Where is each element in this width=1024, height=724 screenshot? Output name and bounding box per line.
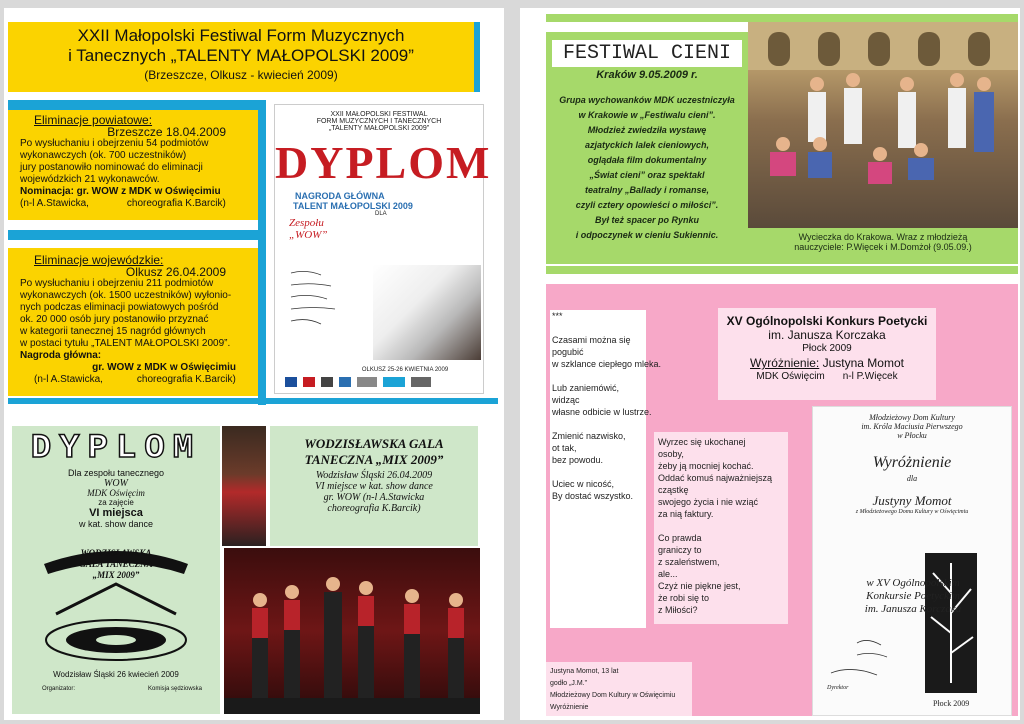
cert-inst1: Młodzieżowy Dom Kultury	[869, 413, 955, 422]
logo-badge-4	[339, 377, 351, 387]
logo-badge-1	[285, 377, 297, 387]
wojew-body-1: Po wysłuchaniu i obejrzeniu 211 podmiotów	[20, 278, 214, 289]
poem-stanza2	[552, 382, 652, 418]
cienie-body-7: teatralny „Ballady i romanse,	[584, 185, 710, 195]
poem-s2-3: własne odbicie w lustrze.	[552, 407, 652, 417]
mix-line1: VI miejsce w kat. show dance	[315, 481, 433, 492]
wojew-box	[8, 248, 258, 396]
wojew-place-date: Olkusz 26.04.2009	[125, 265, 226, 279]
konkurs-subtitle: im. Janusza Korczaka	[768, 328, 886, 342]
dyplom2-footer: Wodzisław Śląski 26 kwiecień 2009	[53, 670, 179, 679]
dyplom2-commission: Komisja sędziowska	[148, 686, 203, 692]
cienie-title: FESTIWAL CIENI	[552, 40, 742, 67]
wojew-body-2: wykonawczych (ok. 1500 uczestników) wyłonio-	[20, 290, 232, 301]
konkurs-winner: Justyna Momot	[822, 356, 904, 370]
mix-line3: choreografia K.Barcik)	[327, 503, 421, 514]
dyplom1-sponsor-logos	[285, 377, 475, 389]
powiat-nomination: Nominacja: gr. WOW z MDK w Oświęcimiu	[20, 186, 221, 197]
cienie-body-10: i odpoczynek w cieniu Sukiennic.	[575, 230, 719, 240]
dyplom2-cat: w kat. show dance	[78, 519, 154, 529]
blue-strip-vert	[258, 100, 266, 405]
wojew-title: Eliminacje wojewódzkie:	[34, 253, 164, 267]
poem-s6-1: Co prawda	[658, 533, 702, 543]
wojew-award-label: Nagroda główna:	[20, 350, 102, 361]
cienie-body	[546, 93, 748, 243]
blue-strip-1	[8, 100, 266, 110]
powiat-body-3: jury postanowiło nominować do eliminacji	[20, 162, 203, 173]
poem-s2-1: Lub zaniemówić,	[552, 383, 620, 393]
cert-in-text	[819, 577, 1007, 616]
mix-box	[270, 426, 478, 546]
poem-s1-1: Czasami można się	[552, 335, 631, 345]
poem-s6-2: graniczy to	[658, 545, 702, 555]
logo-badge-3	[321, 377, 333, 387]
dyplom2-dla: Dla zespołu tanecznego	[67, 468, 165, 478]
powiat-choreo: choreografia K.Barcik)	[126, 198, 226, 209]
right-page	[520, 8, 1020, 720]
poem-s1-2: pogubić	[552, 347, 584, 357]
blue-strip-2	[8, 230, 266, 240]
cert-name: Justyny Momot	[872, 493, 952, 508]
cert-footer: Płock 2009	[933, 699, 970, 708]
dyplom1-photo	[373, 265, 481, 360]
cert-in1: w XV Ogólnopolskim	[866, 577, 960, 589]
dancer-photo-small	[222, 426, 266, 546]
cert-from: z Młodzieżowego Domu Kultury w Oświęcimiu	[855, 509, 969, 515]
festival-header-line2: i Tanecznych „TALENTY MAŁOPOLSKI 2009”	[68, 46, 414, 65]
logo-badge-2	[303, 377, 315, 387]
wojew-body-4: ok. 20 000 osób jury postanowiło przyznać	[20, 314, 209, 325]
poem-s6-7: z Miłości?	[658, 605, 698, 615]
dyplom2-name1: WOW	[104, 478, 128, 489]
blue-strip-3	[8, 398, 498, 404]
poem-s5-5: cząstkę	[658, 485, 689, 495]
logo-badge-6	[383, 377, 405, 387]
cert-inst3: w Płocku	[897, 431, 927, 440]
krakow-caption-2: nauczyciele: P.Więcek i M.Domżoł (9.05.09.)	[794, 242, 972, 252]
dyplom1-signatures	[289, 265, 349, 345]
poem-s5-1: Wyrzec się ukochanej	[658, 437, 746, 447]
left-page	[4, 8, 504, 720]
poem-godlo: godło „J.M.”	[550, 680, 587, 687]
poem-s6-6: że robi się to	[658, 593, 710, 603]
konkurs-award-label: Wyróżnienie:	[750, 356, 820, 370]
dyplom2-name2: MDK Oświęcim	[87, 488, 145, 498]
konkurs-teacher: n-l P.Więcek	[842, 371, 898, 382]
green-band-bottom	[546, 266, 1018, 274]
dyplom2-logo-graphic	[34, 544, 198, 664]
poem-s1-3: w szklance ciepłego mleka.	[552, 359, 662, 369]
dyplom1-header2: FORM MUZYCZNYCH I TANECZNYCH	[316, 118, 442, 125]
wojew-body-3: nych podczas eliminacji powiatowych pośród	[20, 302, 219, 313]
krakow-photo	[748, 22, 1018, 228]
cert-tree-graphic	[925, 553, 977, 693]
green-band-top	[546, 14, 1018, 22]
cienie-body-9: Był też spacer po Rynku	[594, 215, 700, 225]
cienie-body-8: czyli cztery opowieści o miłości”.	[575, 200, 719, 210]
poem-stanza4	[552, 478, 644, 502]
krakow-caption-1: Wycieczka do Krakowa. Wraz z młodzieżą	[798, 232, 968, 242]
poem-stanza6	[658, 532, 784, 616]
cert-in2: Konkursie Poetyckim	[866, 590, 960, 602]
wojew-credits	[20, 374, 246, 386]
poem-s5-2: osoby,	[658, 449, 684, 459]
mix-title1: WODZISŁAWSKA GALA	[304, 436, 444, 451]
cert-signature-lines	[827, 635, 917, 685]
poem-s5-6: swojego życia i nie wziąć	[658, 497, 759, 507]
poem-box-right	[654, 432, 788, 624]
konkurs-title: XV Ogólnopolski Konkurs Poetycki	[726, 314, 928, 328]
mix-place-date: Wodzisław Śląski 26.04.2009	[315, 470, 433, 481]
powiat-body-1: Po wysłuchaniu i obejrzeniu 54 podmiotów	[20, 138, 209, 149]
konkurs-award	[718, 356, 936, 370]
poem-s3-3: bez powodu.	[552, 455, 604, 465]
wojew-choreo: choreografia K.Barcik)	[136, 374, 236, 385]
dyplom1-talent: TALENT MAŁOPOLSKI 2009	[293, 201, 413, 211]
wojew-body-5: w kategorii tanecznej 15 nagród głównych	[20, 326, 206, 337]
festival-header	[8, 22, 480, 92]
mix-line2: gr. WOW (n-l A.Stawicka	[323, 492, 425, 503]
logo-badge-7	[411, 377, 431, 387]
poem-s4-2: By dostać wszystko.	[552, 491, 634, 501]
mix-title2: TANECZNA „MIX 2009”	[304, 452, 444, 467]
dyplom1-dla: DLA	[375, 211, 387, 217]
wojew-body-6: w postaci tytułu „TALENT MAŁOPOLSKI 2009”.	[20, 338, 231, 349]
poem-stanza1	[552, 334, 662, 370]
cienie-place-date: Kraków 9.05.2009 r.	[596, 69, 698, 81]
cert-signatures	[827, 635, 917, 695]
konkurs-box	[718, 308, 936, 400]
cert-artwork	[925, 553, 977, 693]
cienie-box	[546, 32, 748, 264]
powiat-place-date: Brzeszcze 18.04.2009	[107, 125, 226, 139]
poem-author-box	[546, 662, 692, 716]
dyplom2-place: VI miejsca	[89, 507, 143, 519]
poem-mdk: Młodzieżowy Dom Kultury w Oświęcimiu	[550, 692, 676, 699]
dyplom2-organizer: Organizator:	[42, 686, 76, 692]
dyplom1-footer: OLKUSZ 25-26 KWIETNIA 2009	[361, 367, 449, 373]
powiat-title: Eliminacje powiatowe:	[34, 113, 153, 127]
poem-stars: ***	[552, 311, 563, 321]
dyplom2-logo3: „MIX 2009”	[92, 570, 140, 580]
poem-s5-4: Oddać komuś najważniejszą	[658, 473, 773, 483]
poem-s6-5: Czyż nie piękne jest,	[658, 581, 741, 591]
stage-photo	[224, 548, 480, 714]
poem-wyr: Wyróżnienie	[550, 704, 589, 711]
cert-dla: dla	[906, 474, 918, 483]
dyplom1-header1: XXII MAŁOPOLSKI FESTIWAL	[330, 111, 428, 118]
cienie-body-4: azjatyckich lalek cieniowych,	[584, 140, 710, 150]
poem-s6-3: z szaleństwem,	[658, 557, 720, 567]
konkurs-school: MDK Oświęcim	[756, 371, 825, 382]
konkurs-school-row	[718, 370, 936, 384]
cert-director: Dyrektor	[827, 685, 849, 691]
dyplom2-logo2: GALA TANECZNA	[79, 559, 153, 569]
dyplom1-award: NAGRODA GŁÓWNA	[295, 191, 385, 201]
poem-s2-2: widząc	[552, 395, 580, 405]
konkurs-place: Płock 2009	[802, 343, 852, 354]
dyplom-talenty	[274, 104, 492, 394]
dyplom1-recipient: Zespołu „WOW”	[289, 217, 328, 241]
powiat-box	[8, 110, 258, 220]
cienie-body-2: w Krakowie w „Festiwalu cieni”.	[578, 110, 716, 120]
powiat-leader: (n-l A.Stawicka,	[20, 198, 89, 209]
poem-s6-4: ale...	[658, 569, 678, 579]
cienie-body-6: „Świat cieni” oraz spektakl	[589, 170, 705, 180]
cert-title: Wyróżnienie	[872, 454, 952, 471]
poem-stanza3	[552, 430, 644, 466]
wojew-award: gr. WOW z MDK w Oświęcimiu	[92, 362, 236, 373]
poem-stanza5	[658, 436, 784, 520]
powiat-body-2: wykonawczych (ok. 700 uczestników)	[20, 150, 187, 161]
powiat-body-4: wojewódzkich 21 wykonawców.	[20, 174, 160, 185]
cienie-body-1: Grupa wychowanków MDK uczestniczyła	[559, 95, 735, 105]
cienie-body-5: oglądała film dokumentalny	[587, 155, 707, 165]
krakow-caption	[748, 228, 1018, 264]
poem-box-left	[550, 310, 662, 628]
cert-inst2: im. Króla Maciusia Pierwszego	[861, 422, 963, 431]
dyplom2-za: za zajęcie	[98, 498, 134, 507]
poem-s4-1: Uciec w nicość,	[552, 479, 615, 489]
dyplom2-title: DYPLOM	[30, 430, 202, 468]
poem-s3-2: ot tak,	[552, 443, 577, 453]
dyplom2-logo1: WODZISŁAWSKA	[80, 548, 152, 558]
festival-header-line1: XXII Małopolski Festiwal Form Muzycznych	[77, 26, 405, 45]
dyplom1-title: DYPLOM	[275, 137, 492, 188]
festival-header-line3: (Brzeszcze, Olkusz - kwiecień 2009)	[144, 68, 338, 82]
dancers-silhouettes	[224, 548, 480, 714]
certificate	[812, 406, 1012, 716]
poem-s3-1: Zmienić nazwisko,	[552, 431, 626, 441]
cert-in3: im. Janusza Korczaka	[864, 603, 962, 615]
logo-badge-5	[357, 377, 377, 387]
krakow-group-silhouettes	[748, 22, 1018, 228]
poem-author: Justyna Momot, 13 lat	[550, 668, 619, 675]
dyplom1-signature-lines	[289, 265, 349, 345]
dyplom-mix	[12, 426, 220, 714]
poem-s5-7: za nią faktury.	[658, 509, 714, 519]
dyplom1-header3: „TALENTY MAŁOPOLSKI 2009”	[328, 125, 430, 132]
wojew-leader: (n-l A.Stawicka,	[34, 374, 103, 385]
cienie-body-3: Młodzież zwiedziła wystawę	[587, 125, 707, 135]
poem-s5-3: żeby ją mocniej kochać.	[658, 461, 754, 471]
powiat-credits	[20, 198, 246, 210]
